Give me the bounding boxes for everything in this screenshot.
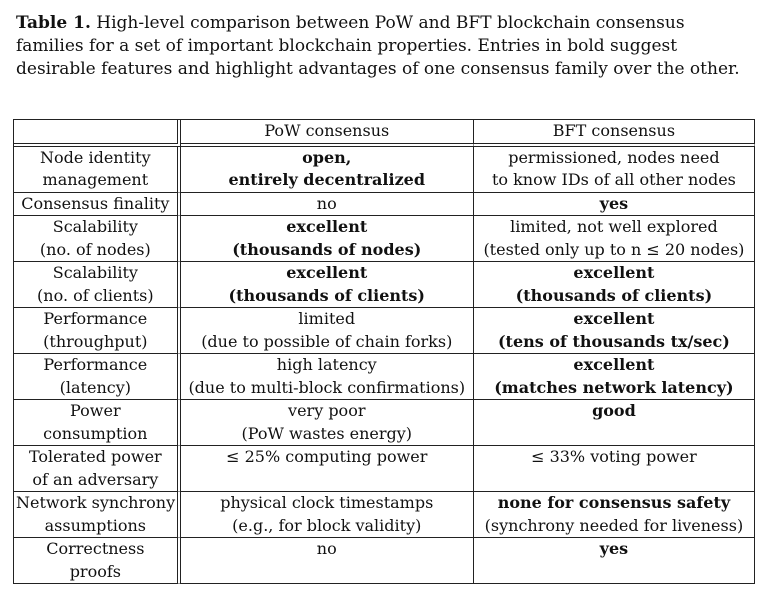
bft-cell-line: (thousands of clients) [515,285,713,305]
table-row [14,446,755,492]
pow-cell [181,216,474,262]
property-cell-line: proofs [69,561,121,581]
table-row [14,308,755,354]
bft-cell-line: limited, not well explored [510,217,718,236]
property-cell-line: Consensus finality [21,193,170,213]
pow-cell-line: no [316,193,337,213]
bft-cell [474,216,755,262]
property-cell-line: Network synchrony [16,493,176,512]
property-cell-line: Correctness [46,539,145,558]
comparison-table [13,119,755,584]
property-cell-line: assumptions [44,515,147,535]
bft-cell-line: to know IDs of all other nodes [491,170,736,189]
bft-cell-line: none for consensus safety [497,493,731,512]
pow-cell-line: excellent [286,217,368,236]
pow-cell-line: very poor [288,401,366,420]
table-caption [16,12,756,81]
bft-cell-line: (tens of thousands tx/sec) [497,331,730,351]
property-cell [14,354,181,400]
pow-cell-line: (e.g., for block validity) [232,515,422,535]
pow-cell [181,308,474,354]
pow-cell-line: (due to possible of chain forks) [201,331,453,351]
property-cell [14,216,181,262]
pow-cell-line: (PoW wastes energy) [241,423,413,443]
bft-cell [474,308,755,354]
property-cell [14,262,181,308]
pow-cell [181,262,474,308]
property-cell [14,538,181,584]
property-cell-line: (no. of nodes) [39,239,151,259]
property-cell [14,193,181,217]
pow-cell-line: (thousands of clients) [228,285,425,305]
pow-cell-line: (due to multi-block confirmations) [188,377,466,397]
pow-cell [181,492,474,538]
property-cell-line: Scalability [52,263,138,282]
property-cell-line: (throughput) [43,331,148,351]
property-cell-line: Scalability [52,217,138,236]
header-cell-pow: PoW consensus [181,120,474,147]
bft-cell-line: yes [599,539,629,558]
bft-cell-line: (matches network latency) [494,377,734,397]
caption-label: Table 1. [16,13,91,33]
pow-cell-line: limited [298,309,356,328]
bft-cell [474,354,755,400]
bft-cell-line: ≤ 33% voting power [531,447,697,466]
pow-cell-line: no [316,539,337,558]
property-cell-line: Node identity [40,147,151,167]
bft-cell-line: excellent [573,263,655,282]
pow-cell [181,354,474,400]
property-cell [14,492,181,538]
property-cell-line: of an adversary [32,469,159,489]
pow-cell-line: excellent [286,263,368,282]
property-cell-line: consumption [43,423,148,443]
pow-cell [181,538,474,584]
bft-cell-line: yes [599,193,629,213]
bft-cell [474,193,755,217]
pow-cell-line: (thousands of nodes) [232,239,422,259]
table-row [14,193,755,217]
pow-cell-line: entirely decentralized [228,170,426,189]
caption-text: High-level comparison between PoW and BFT blockchain consensus families for a set of important blockchain properties. Entries in bold suggest desirable features and highlight advantages of one consensus family over the other. [16,13,740,79]
bft-cell [474,538,755,584]
pow-cell [181,446,474,492]
table-row [14,492,755,538]
bft-cell-line: (tested only up to n ≤ 20 nodes) [483,239,745,259]
property-cell-line: (latency) [59,377,131,397]
header-cell-bft: BFT consensus [474,120,755,147]
pow-cell [181,147,474,193]
property-cell-line: Performance [43,355,148,374]
property-cell [14,308,181,354]
bft-cell [474,147,755,193]
table-row [14,354,755,400]
bft-cell-line: permissioned, nodes need [508,147,720,167]
property-cell-line: Tolerated power [28,447,162,466]
pow-cell [181,400,474,446]
bft-cell [474,262,755,308]
pow-cell-line: physical clock timestamps [220,493,434,512]
bft-cell-line: good [592,401,636,420]
table-row [14,216,755,262]
bft-cell-line: excellent [573,355,655,374]
property-cell [14,400,181,446]
table-row [14,262,755,308]
pow-cell-line: high latency [276,355,377,374]
pow-cell-line: ≤ 25% computing power [226,447,428,466]
pow-cell-line: open, [302,147,352,167]
bft-cell-line: (synchrony needed for liveness) [484,515,744,535]
bft-cell [474,492,755,538]
property-cell-line: Performance [43,309,148,328]
bft-cell-line: excellent [573,309,655,328]
property-cell-line: Power [70,401,121,420]
property-cell-line: management [42,170,149,189]
header-cell-property [14,120,181,147]
bft-cell [474,400,755,446]
table-row [14,400,755,446]
bft-cell [474,446,755,492]
property-cell [14,147,181,193]
table-body [14,120,755,584]
property-cell [14,446,181,492]
table-row [14,147,755,193]
property-cell-line: (no. of clients) [37,285,154,305]
table-header-row [14,120,755,147]
pow-cell [181,193,474,217]
table-row [14,538,755,584]
